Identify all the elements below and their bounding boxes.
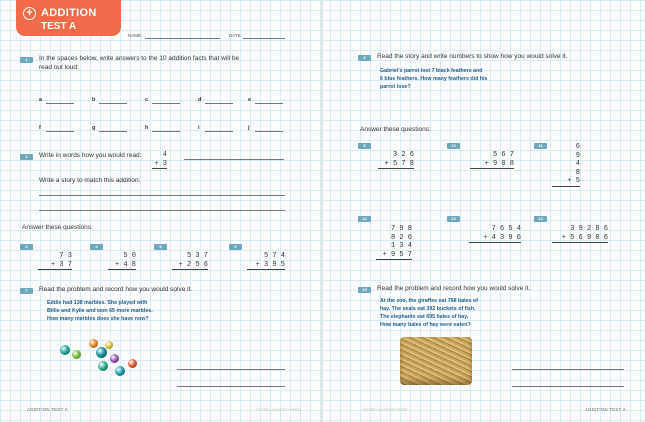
sum-q9: 3 2 6 + 5 7 8 xyxy=(378,151,414,169)
question-badge: 1 xyxy=(20,57,33,63)
question-badge: 7 xyxy=(20,288,33,294)
sum-q14: 3 9 2 8 6 + 5 6 9 0 6 xyxy=(552,225,608,243)
sum-q5: 5 3 7 + 2 5 6 xyxy=(172,252,208,270)
q15-problem-line3: The elephants eat 695 bales of hay. xyxy=(380,314,469,320)
sum-q4: 5 0 + 4 8 xyxy=(108,252,136,270)
question-badge: 10 xyxy=(447,143,460,149)
sum-q6: 5 7 4 + 3 9 5 xyxy=(247,252,285,270)
fact-label-e: e xyxy=(248,97,252,103)
question-badge: 15 xyxy=(358,287,371,293)
q2-words-answer[interactable] xyxy=(184,159,284,160)
q15-problem-line1: At the zoo, the giraffes eat 768 bales of xyxy=(380,298,479,304)
header-subtitle: TEST A xyxy=(41,21,77,32)
question-badge: 3 xyxy=(20,244,33,250)
date-field[interactable] xyxy=(243,38,285,39)
fact-label-g: g xyxy=(92,125,96,131)
q8-story-line3: parrot lose? xyxy=(380,84,411,90)
q7-answer-line-1[interactable] xyxy=(177,369,285,370)
fact-answer-j[interactable] xyxy=(255,131,283,132)
question-badge: 12 xyxy=(358,216,371,222)
copyright-right: OXFORD UNIVERSITY PRESS xyxy=(362,408,408,412)
q2-story-prompt: Write a story to match this addition: xyxy=(39,177,141,184)
q7-problem-line3: How many marbles does she have now? xyxy=(47,316,149,322)
q1-instruction-line2: read out loud: xyxy=(39,64,79,71)
fact-answer-d[interactable] xyxy=(205,103,233,104)
question-badge: 2 xyxy=(20,154,33,160)
fact-answer-e[interactable] xyxy=(255,103,283,104)
question-badge: 8 xyxy=(358,55,371,61)
question-badge: 11 xyxy=(534,143,547,149)
q15-answer-line-2[interactable] xyxy=(512,386,624,387)
q15-instruction: Read the problem and record how you would solve it. xyxy=(377,285,531,292)
right-answer-heading: Answer these questions: xyxy=(360,126,431,133)
date-label: DATE: xyxy=(229,33,242,38)
question-badge: 13 xyxy=(447,216,460,222)
header-title: ADDITION xyxy=(41,7,97,19)
copyright-left: OXFORD UNIVERSITY PRESS xyxy=(256,408,302,412)
q8-instruction: Read the story and write numbers to show how you would solve it. xyxy=(377,53,568,60)
fact-label-a: a xyxy=(39,97,43,103)
footer-right: ADDITION TEST A xyxy=(585,407,626,412)
q7-problem-line1: Eddie had 138 marbles. She played with xyxy=(47,300,148,306)
left-answer-heading: Answer these questions: xyxy=(22,224,93,231)
question-badge: 9 xyxy=(358,143,371,149)
page-spine xyxy=(321,0,323,422)
fact-answer-b[interactable] xyxy=(99,103,127,104)
fact-label-d: d xyxy=(198,97,202,103)
q8-story-line1: Gabriel’s parrot lost 7 black feathers and xyxy=(380,68,483,74)
marbles-image xyxy=(55,337,155,387)
fact-label-b: b xyxy=(92,97,96,103)
sum-q12: 7 9 8 8 2 6 1 3 4 + 9 5 7 xyxy=(376,225,412,260)
sum-q11: 6 9 4 8 + 5 xyxy=(552,143,580,187)
q1-instruction-line1: In the spaces below, write answers to the 10 addition facts that will be xyxy=(39,55,240,62)
q2-story-line-2[interactable] xyxy=(39,210,285,211)
q2-story-line-1[interactable] xyxy=(39,195,285,196)
fact-label-c: c xyxy=(145,97,149,103)
test-header xyxy=(16,0,121,36)
q7-answer-line-2[interactable] xyxy=(177,386,285,387)
q2-addition: 4 + 3 xyxy=(152,151,167,169)
fact-answer-h[interactable] xyxy=(152,131,180,132)
name-field[interactable] xyxy=(145,38,220,39)
hay-bale-image xyxy=(400,337,472,385)
plus-circle-icon: + xyxy=(23,7,36,20)
q7-problem-line2: Billie and Kylie and won 65 more marbles. xyxy=(47,308,153,314)
fact-answer-a[interactable] xyxy=(46,103,74,104)
q2-instruction: Write in words how you would read: xyxy=(39,152,142,159)
q15-problem-line4: How many bales of hay were eaten? xyxy=(380,322,471,328)
name-label: NAME: xyxy=(128,33,143,38)
q15-problem-line2: hay. The seals eat 392 buckets of fish. xyxy=(380,306,476,312)
q8-story-line2: 6 blue feathers. How many feathers did his xyxy=(380,76,488,82)
fact-answer-i[interactable] xyxy=(205,131,233,132)
question-badge: 4 xyxy=(90,244,103,250)
question-badge: 5 xyxy=(154,244,167,250)
q15-answer-line-1[interactable] xyxy=(512,369,624,370)
footer-left: ADDITION TEST A xyxy=(27,407,68,412)
sum-q13: 7 6 5 4 + 4 3 9 6 xyxy=(469,225,521,243)
sum-q10: 5 6 7 + 9 0 8 xyxy=(470,151,514,169)
fact-label-j: j xyxy=(248,125,250,131)
fact-label-h: h xyxy=(145,125,149,131)
fact-answer-g[interactable] xyxy=(99,131,127,132)
question-badge: 14 xyxy=(534,216,547,222)
sum-q3: 7 3 + 3 7 xyxy=(38,252,72,270)
q7-instruction: Read the problem and record how you would solve it. xyxy=(39,286,193,293)
fact-answer-f[interactable] xyxy=(46,131,74,132)
fact-label-i: i xyxy=(198,125,200,131)
question-badge: 6 xyxy=(229,244,242,250)
fact-label-f: f xyxy=(39,125,41,131)
fact-answer-c[interactable] xyxy=(152,103,180,104)
